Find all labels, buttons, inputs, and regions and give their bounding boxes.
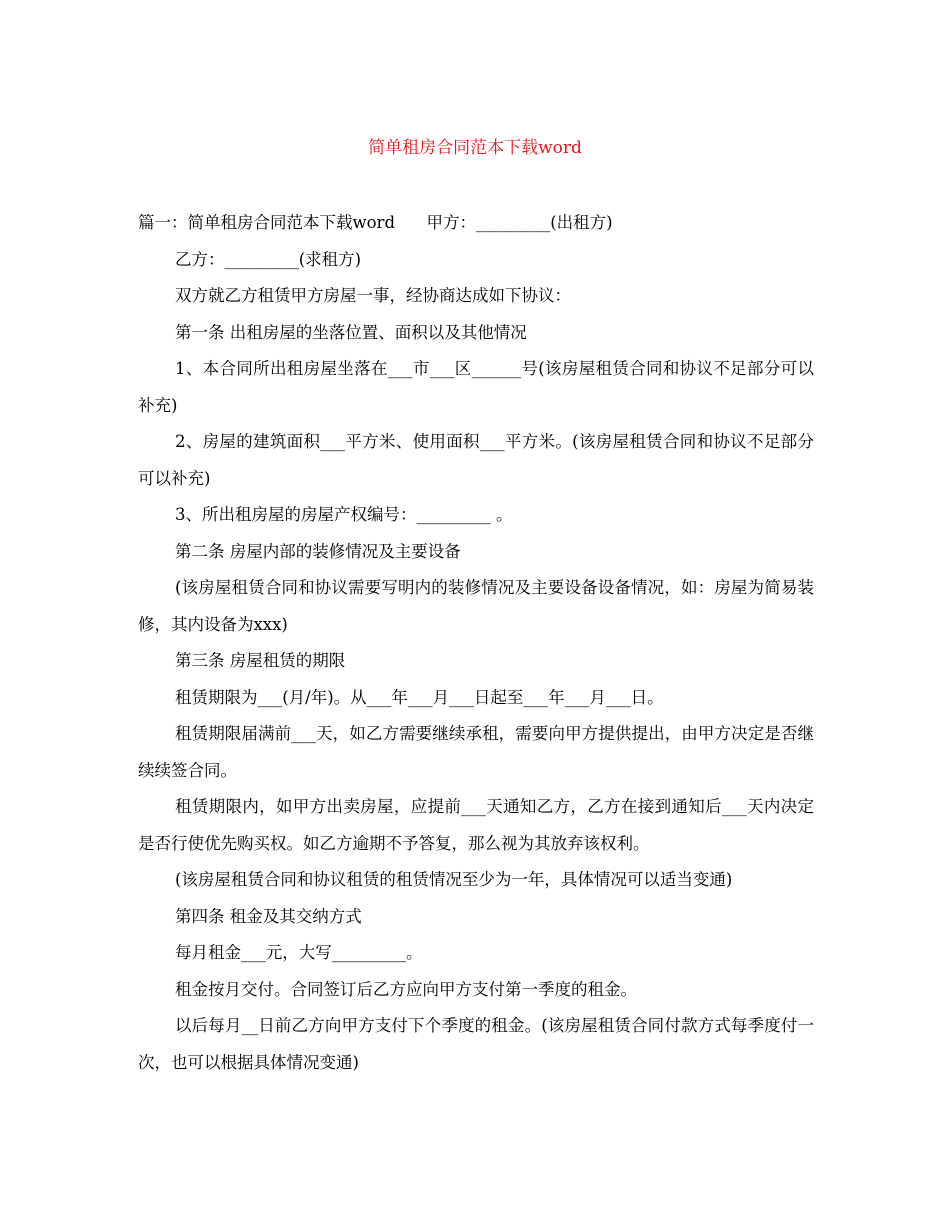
article-1-heading: 第一条 出租房屋的坐落位置、面积以及其他情况 [175,322,527,342]
paragraph-preemption: 租赁期限内，如甲方出卖房屋，应提前___天通知乙方，乙方在接到通知后___天内决定是否行使优先购买权。如乙方逾期不予答复，那么视为其放弃该权利。 [138,797,814,853]
paragraph-renewal: 租赁期限届满前___天，如乙方需要继续承租，需要向甲方提供提出，由甲方决定是否继续续签合同。 [138,724,814,780]
document-title: 简单租房合同范本下载word [368,138,582,158]
paragraph-property-number: 3、所出租房屋的房屋产权编号：_________ 。 [175,505,513,524]
paragraph-location: 1、本合同所出租房屋坐落在___市___区______号(该房屋租赁合同和协议不足部分可以补充) [138,359,814,415]
paragraph-party-b: 乙方：_________(求租方) [175,249,362,269]
paragraph-term-note: (该房屋租赁合同和协议租赁的租赁情况至少为一年，具体情况可以适当变通) [175,870,733,889]
paragraph-area: 2、房屋的建筑面积___平方米、使用面积___平方米。(该房屋租赁合同和协议不足部分可以补充) [138,432,814,488]
paragraph-payment: 租金按月交付。合同签订后乙方应向甲方支付第一季度的租金。 [175,979,637,999]
article-2-heading: 第二条 房屋内部的装修情况及主要设备 [175,541,461,561]
paragraph-quarterly: 以后每月__日前乙方向甲方支付下个季度的租金。(该房屋租赁合同付款方式每季度付一次，也可以根据具体情况变通) [138,1016,814,1072]
document-body [138,205,814,1081]
paragraph-monthly-rent: 每月租金___元，大写_________。 [175,943,423,962]
article-4-heading: 第四条 租金及其交纳方式 [175,906,362,926]
paragraph-term: 租赁期限为___(月/年)。从___年___月___日起至___年___月___日。 [175,687,664,707]
paragraph-intro: 篇一：简单租房合同范本下载word 甲方：_________(出租方) [138,213,613,232]
paragraph-agreement: 双方就乙方租赁甲方房屋一事，经协商达成如下协议： [175,286,571,305]
paragraph-decoration: (该房屋租赁合同和协议需要写明内的装修情况及主要设备设备情况，如：房屋为简易装修，其内设备为xxx) [138,578,814,634]
article-3-heading: 第三条 房屋租赁的期限 [175,651,346,670]
